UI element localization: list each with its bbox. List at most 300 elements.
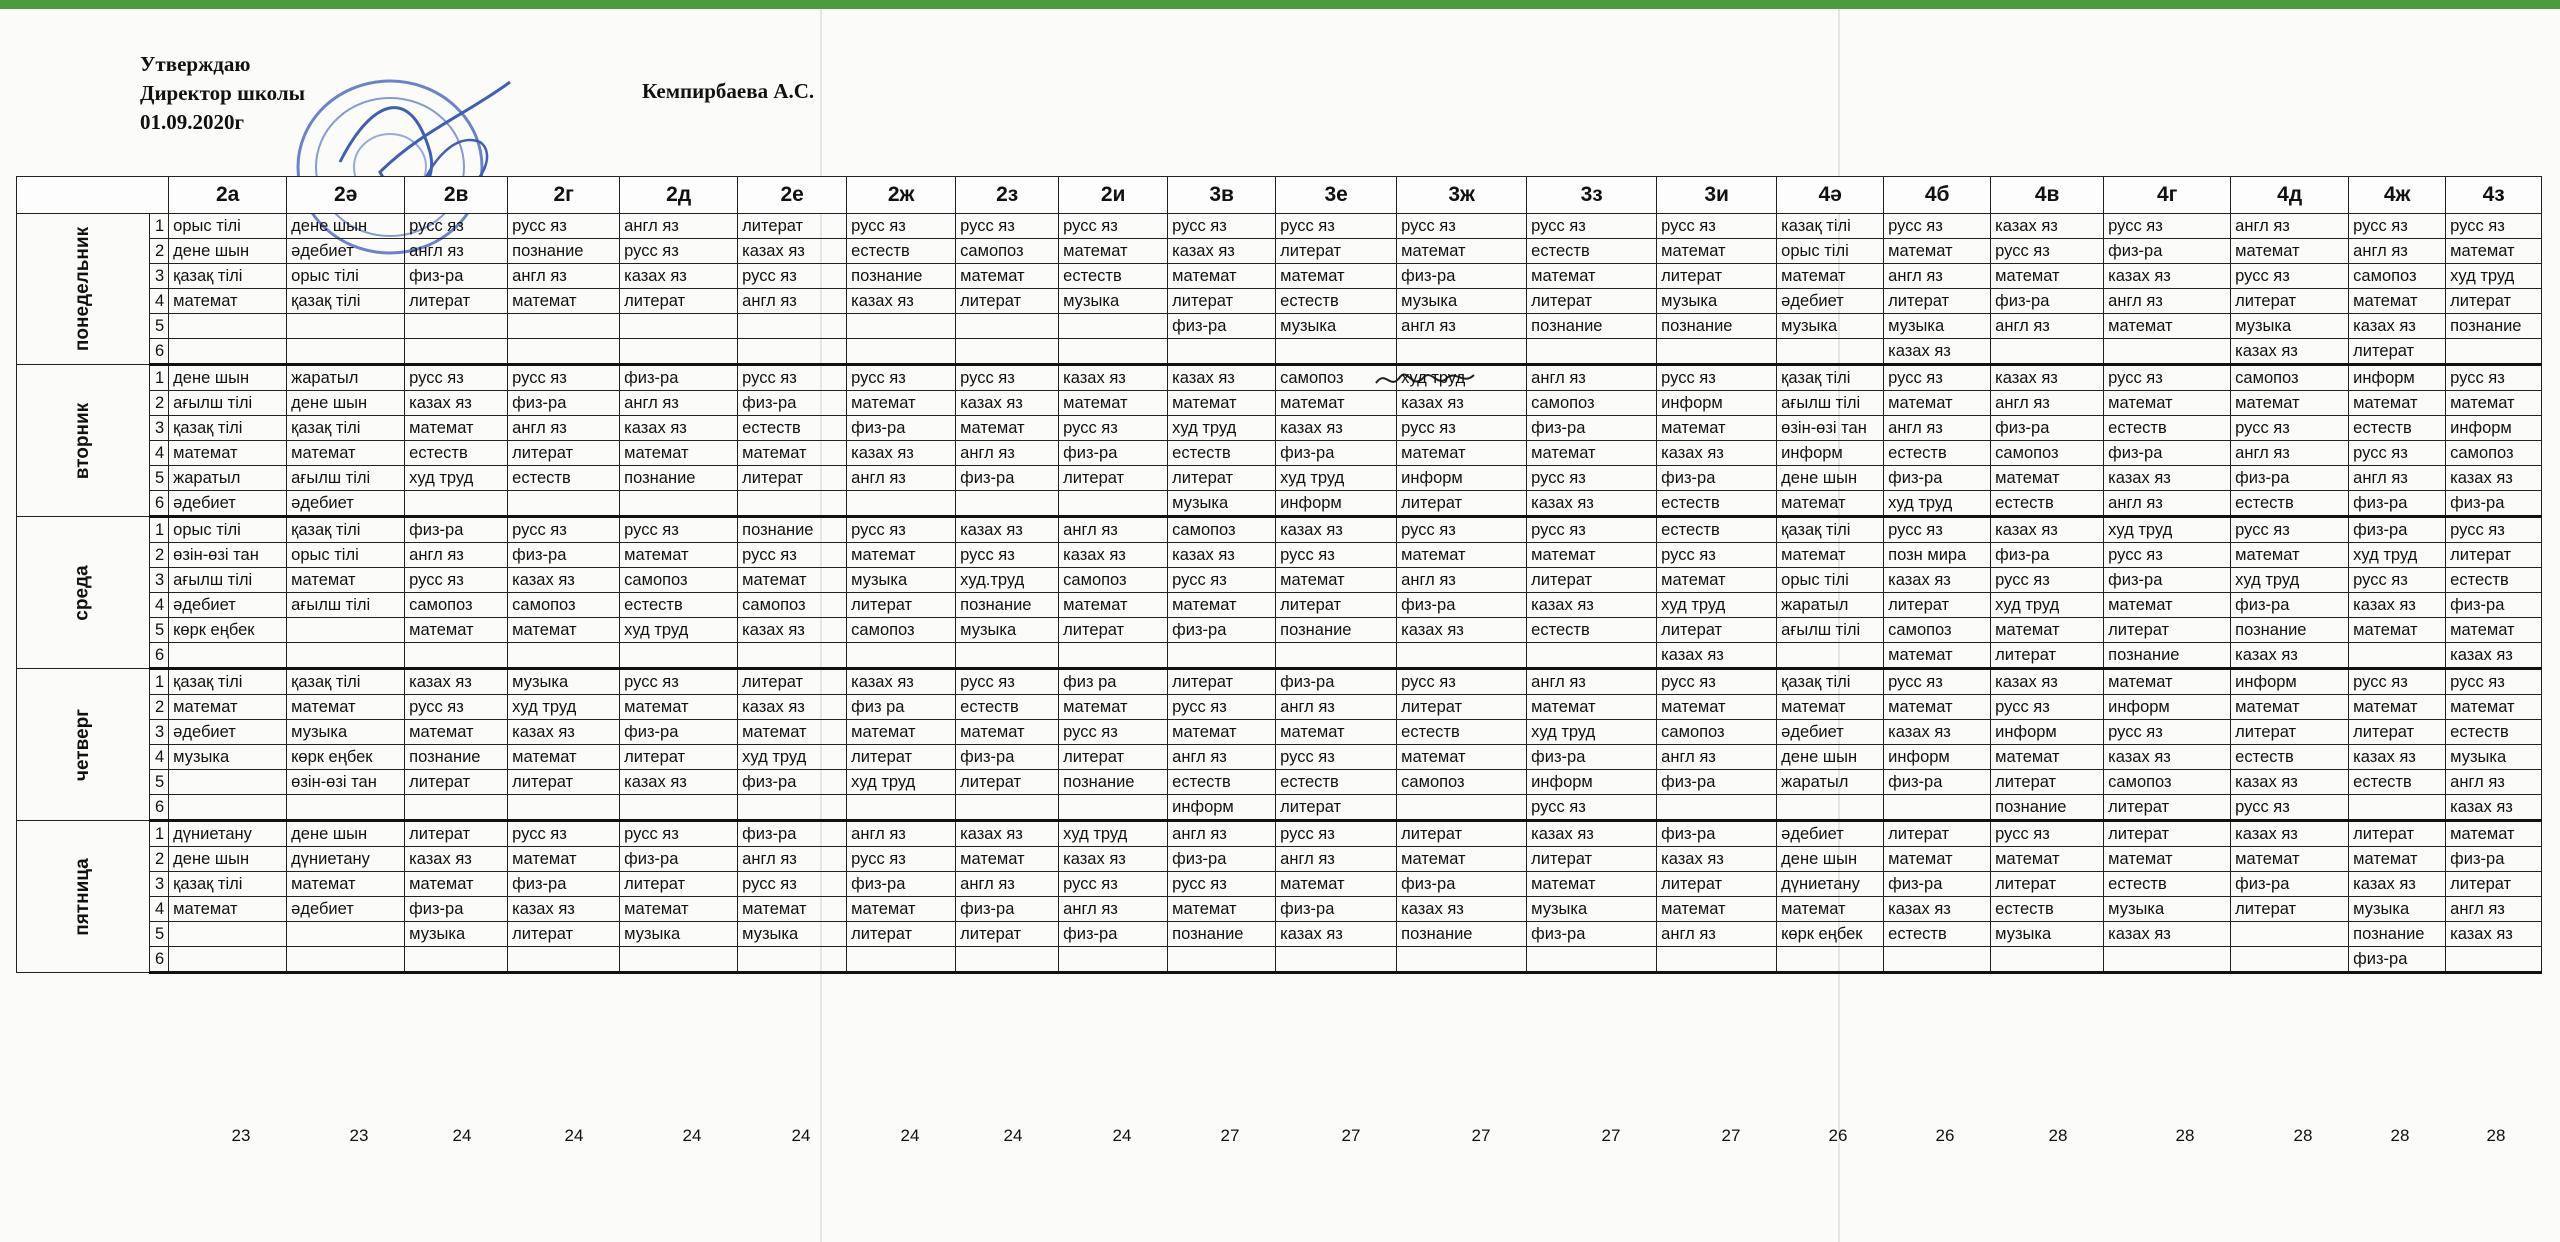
subject-cell: математ xyxy=(1168,391,1276,416)
subject-cell: музыка xyxy=(738,922,847,947)
subject-cell: русс яз xyxy=(1397,214,1527,239)
subject-cell: казах яз xyxy=(1168,543,1276,568)
subject-cell xyxy=(1991,947,2104,973)
subject-cell: дене шын xyxy=(169,847,287,872)
lesson-row xyxy=(17,643,2542,669)
subject-cell: познание xyxy=(2231,618,2349,643)
subject-cell: литерат xyxy=(1884,289,1991,314)
subject-cell: англ яз xyxy=(1884,416,1991,441)
subject-cell: англ яз xyxy=(2104,289,2231,314)
subject-cell: музыка xyxy=(1059,289,1168,314)
subject-cell xyxy=(287,618,405,643)
subject-cell xyxy=(1884,795,1991,821)
director-label: Директор школы xyxy=(140,81,306,105)
subject-cell xyxy=(405,339,508,365)
subject-cell: казах яз xyxy=(2231,821,2349,847)
subject-cell xyxy=(738,643,847,669)
subject-cell: литерат xyxy=(1168,466,1276,491)
subject-cell: русс яз xyxy=(405,695,508,720)
subject-cell: самопоз xyxy=(956,239,1059,264)
subject-cell: литерат xyxy=(2446,543,2542,568)
subject-cell: математ xyxy=(1276,720,1397,745)
subject-cell xyxy=(1276,947,1397,973)
weekly-hours-count: 27 xyxy=(1471,1126,1491,1145)
subject-cell xyxy=(620,643,738,669)
subject-cell: көрк еңбек xyxy=(169,618,287,643)
subject-cell: казах яз xyxy=(2104,922,2231,947)
subject-cell: англ яз xyxy=(1527,365,1657,391)
subject-cell: жаратыл xyxy=(287,365,405,391)
subject-cell: математ xyxy=(738,441,847,466)
subject-cell: русс яз xyxy=(508,821,620,847)
subject-cell: казах яз xyxy=(2104,745,2231,770)
subject-cell: математ xyxy=(2231,543,2349,568)
subject-cell: русс яз xyxy=(620,669,738,695)
subject-cell: англ яз xyxy=(1168,821,1276,847)
subject-cell: литерат xyxy=(1991,770,2104,795)
subject-cell: позн мира xyxy=(1884,543,1991,568)
subject-cell: литерат xyxy=(738,669,847,695)
subject-cell: худ труд xyxy=(508,695,620,720)
subject-cell xyxy=(738,314,847,339)
subject-cell: қазақ тілі xyxy=(1777,669,1884,695)
subject-cell: русс яз xyxy=(956,365,1059,391)
subject-cell xyxy=(1777,947,1884,973)
subject-cell: литерат xyxy=(2349,339,2446,365)
subject-cell: казах яз xyxy=(508,568,620,593)
subject-cell: литерат xyxy=(2446,872,2542,897)
subject-cell: музыка xyxy=(1991,922,2104,947)
subject-cell: физ-ра xyxy=(1059,922,1168,947)
lesson-row xyxy=(17,618,2542,643)
subject-cell: познание xyxy=(2446,314,2542,339)
subject-cell: русс яз xyxy=(405,214,508,239)
subject-cell xyxy=(1884,947,1991,973)
weekly-hours-count: 24 xyxy=(682,1126,702,1145)
lesson-number: 5 xyxy=(150,466,169,491)
subject-cell: физ-ра xyxy=(738,391,847,416)
subject-cell: әдебиет xyxy=(1777,821,1884,847)
subject-cell: русс яз xyxy=(2446,517,2542,543)
subject-cell: қазақ тілі xyxy=(169,669,287,695)
subject-cell: русс яз xyxy=(620,239,738,264)
weekly-hours-count: 26 xyxy=(1828,1126,1848,1145)
subject-cell xyxy=(847,947,956,973)
subject-cell: литерат xyxy=(1168,669,1276,695)
weekly-hours-count: 27 xyxy=(1721,1126,1741,1145)
subject-cell xyxy=(508,339,620,365)
lesson-number: 3 xyxy=(150,568,169,593)
subject-cell: естеств xyxy=(2446,720,2542,745)
subject-cell: казах яз xyxy=(1657,643,1777,669)
subject-cell: ағылш тілі xyxy=(287,466,405,491)
subject-cell: казах яз xyxy=(1991,214,2104,239)
subject-cell: математ xyxy=(847,897,956,922)
subject-cell: математ xyxy=(169,897,287,922)
subject-cell: музыка xyxy=(1777,314,1884,339)
lesson-row xyxy=(17,543,2542,568)
subject-cell: англ яз xyxy=(1657,922,1777,947)
weekly-hours-count: 27 xyxy=(1341,1126,1361,1145)
subject-cell: информ xyxy=(1527,770,1657,795)
subject-cell: физ-ра xyxy=(1991,289,2104,314)
subject-cell: литерат xyxy=(508,441,620,466)
lesson-number: 6 xyxy=(150,947,169,973)
subject-cell: самопоз xyxy=(1397,770,1527,795)
subject-cell: математ xyxy=(956,264,1059,289)
class-header-row xyxy=(17,177,2542,214)
subject-cell: естеств xyxy=(1527,239,1657,264)
subject-cell: русс яз xyxy=(1991,695,2104,720)
subject-cell: музыка xyxy=(956,618,1059,643)
subject-cell: русс яз xyxy=(2104,365,2231,391)
subject-cell: математ xyxy=(1884,643,1991,669)
subject-cell xyxy=(508,314,620,339)
subject-cell: русс яз xyxy=(2231,416,2349,441)
lesson-number: 4 xyxy=(150,593,169,618)
subject-cell: русс яз xyxy=(956,214,1059,239)
subject-cell xyxy=(620,795,738,821)
subject-cell: естеств xyxy=(1276,289,1397,314)
subject-cell: орыс тілі xyxy=(1777,239,1884,264)
subject-cell xyxy=(2104,339,2231,365)
subject-cell: қазақ тілі xyxy=(169,416,287,441)
subject-cell: русс яз xyxy=(1397,669,1527,695)
approval-date: 01.09.2020г xyxy=(140,110,245,134)
class-header: 4ә xyxy=(1777,177,1884,214)
subject-cell: литерат xyxy=(1397,491,1527,517)
subject-cell: ағылш тілі xyxy=(169,568,287,593)
subject-cell: физ-ра xyxy=(1884,872,1991,897)
subject-cell: русс яз xyxy=(2231,795,2349,821)
subject-cell: казах яз xyxy=(1527,821,1657,847)
class-header: 4в xyxy=(1991,177,2104,214)
subject-cell: әдебиет xyxy=(169,593,287,618)
subject-cell: математ xyxy=(1777,695,1884,720)
subject-cell: музыка xyxy=(508,669,620,695)
subject-cell: англ яз xyxy=(1276,695,1397,720)
subject-cell: казах яз xyxy=(2349,745,2446,770)
subject-cell: физ-ра xyxy=(1527,745,1657,770)
lesson-number: 4 xyxy=(150,289,169,314)
subject-cell: русс яз xyxy=(1276,214,1397,239)
weekly-hours-count: 27 xyxy=(1220,1126,1240,1145)
subject-cell: русс яз xyxy=(847,365,956,391)
approve-label: Утверждаю xyxy=(140,52,251,76)
weekly-hours-count: 24 xyxy=(791,1126,811,1145)
subject-cell: математ xyxy=(1276,568,1397,593)
subject-cell: естеств xyxy=(1991,491,2104,517)
subject-cell xyxy=(620,947,738,973)
subject-cell: литерат xyxy=(956,770,1059,795)
subject-cell: физ-ра xyxy=(1168,314,1276,339)
class-header: 2в xyxy=(405,177,508,214)
subject-cell: әдебиет xyxy=(287,897,405,922)
subject-cell: математ xyxy=(1397,239,1527,264)
subject-cell: физ-ра xyxy=(2349,517,2446,543)
subject-cell: дене шын xyxy=(169,239,287,264)
subject-cell: естеств xyxy=(2104,416,2231,441)
subject-cell: математ xyxy=(738,568,847,593)
subject-cell: физ-ра xyxy=(847,872,956,897)
subject-cell: математ xyxy=(1059,391,1168,416)
subject-cell: дүниетану xyxy=(287,847,405,872)
subject-cell: математ xyxy=(405,720,508,745)
class-header: 3в xyxy=(1168,177,1276,214)
subject-cell: самопоз xyxy=(2104,770,2231,795)
weekly-hours-count: 24 xyxy=(452,1126,472,1145)
subject-cell: казах яз xyxy=(738,618,847,643)
subject-cell: естеств xyxy=(2349,416,2446,441)
lesson-row xyxy=(17,391,2542,416)
subject-cell: познание xyxy=(1991,795,2104,821)
subject-cell: русс яз xyxy=(1884,365,1991,391)
subject-cell xyxy=(2446,339,2542,365)
subject-cell: физ ра xyxy=(847,695,956,720)
subject-cell xyxy=(1527,339,1657,365)
subject-cell: естеств xyxy=(1991,897,2104,922)
subject-cell xyxy=(405,795,508,821)
subject-cell: англ яз xyxy=(620,214,738,239)
lesson-row xyxy=(17,593,2542,618)
subject-cell: информ xyxy=(1991,720,2104,745)
lesson-number: 3 xyxy=(150,416,169,441)
subject-cell: русс яз xyxy=(956,543,1059,568)
class-header: 2з xyxy=(956,177,1059,214)
subject-cell xyxy=(956,795,1059,821)
weekly-hours-count: 24 xyxy=(1003,1126,1023,1145)
subject-cell: естеств xyxy=(1276,770,1397,795)
subject-cell: русс яз xyxy=(2349,441,2446,466)
subject-cell: англ яз xyxy=(1884,264,1991,289)
subject-cell: худ труд xyxy=(1059,821,1168,847)
subject-cell: литерат xyxy=(738,466,847,491)
subject-cell: казах яз xyxy=(2446,922,2542,947)
subject-cell: худ труд xyxy=(1276,466,1397,491)
subject-cell: русс яз xyxy=(508,517,620,543)
subject-cell: математ xyxy=(1884,847,1991,872)
subject-cell: математ xyxy=(2446,695,2542,720)
subject-cell: ағылш тілі xyxy=(287,593,405,618)
subject-cell: физ-ра xyxy=(2231,872,2349,897)
subject-cell: физ-ра xyxy=(1884,770,1991,795)
subject-cell: русс яз xyxy=(1168,872,1276,897)
weekly-hours-count: 28 xyxy=(2390,1126,2410,1145)
subject-cell: математ xyxy=(1777,491,1884,517)
subject-cell: әдебиет xyxy=(1777,289,1884,314)
subject-cell: математ xyxy=(2446,391,2542,416)
subject-cell: познание xyxy=(847,264,956,289)
lesson-row xyxy=(17,847,2542,872)
subject-cell: математ xyxy=(169,441,287,466)
subject-cell xyxy=(1397,339,1527,365)
subject-cell: математ xyxy=(1777,543,1884,568)
subject-cell: худ труд xyxy=(847,770,956,795)
subject-cell: математ xyxy=(847,720,956,745)
class-header: 2г xyxy=(508,177,620,214)
subject-cell xyxy=(1991,339,2104,365)
subject-cell: математ xyxy=(287,872,405,897)
subject-cell: дене шын xyxy=(1777,745,1884,770)
subject-cell xyxy=(1777,795,1884,821)
subject-cell: русс яз xyxy=(405,365,508,391)
subject-cell: физ-ра xyxy=(847,416,956,441)
subject-cell: литерат xyxy=(738,214,847,239)
subject-cell: русс яз xyxy=(1657,543,1777,568)
subject-cell: казах яз xyxy=(1276,922,1397,947)
subject-cell: информ xyxy=(2349,365,2446,391)
subject-cell: естеств xyxy=(1884,441,1991,466)
subject-cell xyxy=(620,314,738,339)
subject-cell: познание xyxy=(2349,922,2446,947)
lesson-row xyxy=(17,517,2542,543)
subject-cell: физ-ра xyxy=(1059,441,1168,466)
subject-cell: русс яз xyxy=(1397,517,1527,543)
subject-cell: русс яз xyxy=(738,872,847,897)
subject-cell: литерат xyxy=(1276,239,1397,264)
subject-cell: орыс тілі xyxy=(287,543,405,568)
subject-cell: русс яз xyxy=(620,517,738,543)
subject-cell: физ-ра xyxy=(2231,466,2349,491)
class-header: 3е xyxy=(1276,177,1397,214)
subject-cell: казах яз xyxy=(2231,770,2349,795)
subject-cell: русс яз xyxy=(847,847,956,872)
subject-cell: казах яз xyxy=(2446,795,2542,821)
subject-cell xyxy=(738,795,847,821)
subject-cell: математ xyxy=(1884,239,1991,264)
subject-cell: орыс тілі xyxy=(1777,568,1884,593)
subject-cell xyxy=(847,491,956,517)
lesson-row xyxy=(17,289,2542,314)
subject-cell: казах яз xyxy=(1168,365,1276,391)
subject-cell: математ xyxy=(1168,720,1276,745)
subject-cell: англ яз xyxy=(508,416,620,441)
subject-cell: самопоз xyxy=(620,568,738,593)
subject-cell: математ xyxy=(1991,618,2104,643)
subject-cell: русс яз xyxy=(1168,214,1276,239)
subject-cell: математ xyxy=(738,720,847,745)
subject-cell: физ-ра xyxy=(2104,441,2231,466)
subject-cell: познание xyxy=(1059,770,1168,795)
class-header: 4г xyxy=(2104,177,2231,214)
subject-cell: музыка xyxy=(1657,289,1777,314)
subject-cell: англ яз xyxy=(738,847,847,872)
subject-cell: литерат xyxy=(1276,593,1397,618)
subject-cell: русс яз xyxy=(738,365,847,391)
weekly-hours-count: 28 xyxy=(2048,1126,2068,1145)
subject-cell: англ яз xyxy=(738,289,847,314)
subject-cell: музыка xyxy=(1527,897,1657,922)
subject-cell: математ xyxy=(2349,847,2446,872)
subject-cell: орыс тілі xyxy=(169,517,287,543)
subject-cell xyxy=(169,795,287,821)
subject-cell: математ xyxy=(2349,391,2446,416)
subject-cell xyxy=(1168,947,1276,973)
subject-cell xyxy=(508,795,620,821)
lesson-row xyxy=(17,922,2542,947)
subject-cell xyxy=(620,491,738,517)
subject-cell: худ труд xyxy=(738,745,847,770)
subject-cell: литерат xyxy=(1527,847,1657,872)
subject-cell: ағылш тілі xyxy=(1777,391,1884,416)
subject-cell: литерат xyxy=(405,821,508,847)
subject-cell: қазақ тілі xyxy=(169,264,287,289)
subject-cell: информ xyxy=(2446,416,2542,441)
subject-cell: литерат xyxy=(1657,618,1777,643)
subject-cell: музыка xyxy=(2104,897,2231,922)
subject-cell: англ яз xyxy=(1397,568,1527,593)
subject-cell: физ-ра xyxy=(1276,669,1397,695)
subject-cell: математ xyxy=(1991,466,2104,491)
subject-cell xyxy=(287,339,405,365)
subject-cell: дене шын xyxy=(287,821,405,847)
subject-cell: русс яз xyxy=(1657,365,1777,391)
subject-cell: казах яз xyxy=(847,441,956,466)
subject-cell: худ труд xyxy=(2104,517,2231,543)
subject-cell: русс яз xyxy=(1059,720,1168,745)
subject-cell: математ xyxy=(1527,872,1657,897)
subject-cell: физ-ра xyxy=(738,821,847,847)
subject-cell: естеств xyxy=(2446,568,2542,593)
subject-cell: русс яз xyxy=(847,214,956,239)
subject-cell: литерат xyxy=(1991,872,2104,897)
subject-cell: казах яз xyxy=(1397,618,1527,643)
subject-cell: физ-ра xyxy=(1397,872,1527,897)
subject-cell: казах яз xyxy=(1884,897,1991,922)
subject-cell: познание xyxy=(1397,922,1527,947)
subject-cell: информ xyxy=(1884,745,1991,770)
subject-cell: англ яз xyxy=(2446,897,2542,922)
subject-cell: қазақ тілі xyxy=(1777,517,1884,543)
subject-cell: математ xyxy=(1527,543,1657,568)
subject-cell xyxy=(405,314,508,339)
subject-cell: математ xyxy=(1527,695,1657,720)
subject-cell: казах яз xyxy=(1884,339,1991,365)
lesson-number: 1 xyxy=(150,214,169,239)
subject-cell: физ-ра xyxy=(1991,416,2104,441)
subject-cell: физ-ра xyxy=(1657,770,1777,795)
subject-cell: физ-ра xyxy=(620,365,738,391)
subject-cell: математ xyxy=(1657,239,1777,264)
subject-cell xyxy=(2349,795,2446,821)
subject-cell: англ яз xyxy=(2231,214,2349,239)
lesson-row xyxy=(17,568,2542,593)
subject-cell: көрк еңбек xyxy=(287,745,405,770)
subject-cell xyxy=(738,947,847,973)
class-header: 4ж xyxy=(2349,177,2446,214)
subject-cell: худ труд xyxy=(1527,720,1657,745)
subject-cell: математ xyxy=(1777,264,1884,289)
subject-cell: математ xyxy=(1276,264,1397,289)
subject-cell xyxy=(1059,643,1168,669)
weekly-hours-count: 23 xyxy=(349,1126,369,1145)
subject-cell: естеств xyxy=(738,416,847,441)
subject-cell: самопоз xyxy=(1657,720,1777,745)
subject-cell xyxy=(405,643,508,669)
subject-cell: казах яз xyxy=(1527,491,1657,517)
subject-cell xyxy=(847,795,956,821)
subject-cell: физ-ра xyxy=(956,897,1059,922)
subject-cell xyxy=(738,339,847,365)
subject-cell: русс яз xyxy=(405,568,508,593)
subject-cell: русс яз xyxy=(2231,517,2349,543)
lesson-number: 6 xyxy=(150,491,169,517)
subject-cell: математ xyxy=(169,695,287,720)
subject-cell: математ xyxy=(956,847,1059,872)
subject-cell: казах яз xyxy=(2231,643,2349,669)
day-name: понедельник xyxy=(72,226,94,352)
subject-cell: литерат xyxy=(956,922,1059,947)
